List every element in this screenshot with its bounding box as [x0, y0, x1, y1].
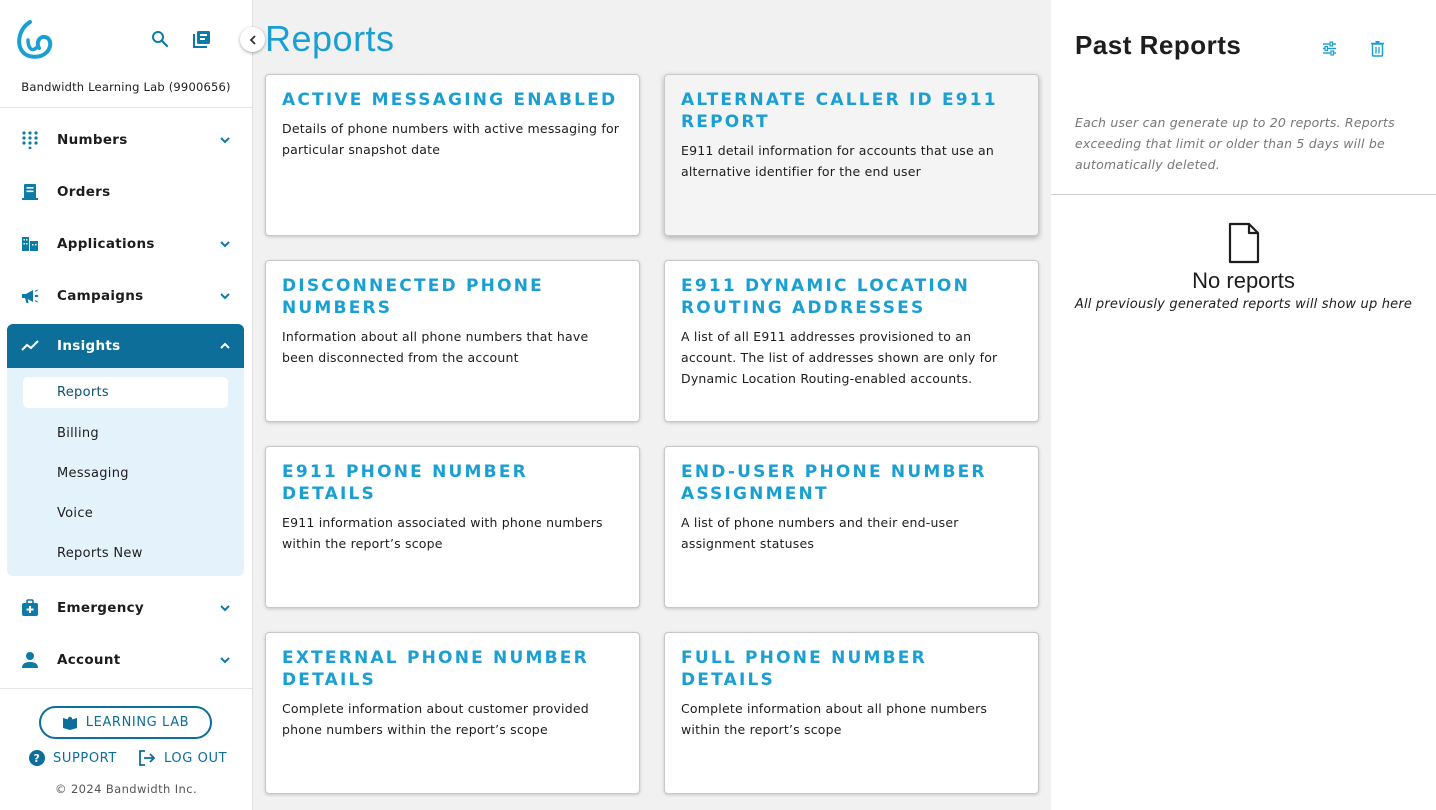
svg-text:?: ? — [33, 752, 41, 765]
applications-icon — [21, 235, 39, 253]
card-description: E911 detail information for accounts that use an alternative identifier for the end user — [681, 143, 995, 179]
card-title: FULL PHONE NUMBER DETAILS — [681, 648, 927, 690]
past-reports-title: Past Reports — [1075, 30, 1242, 60]
insights-subnav — [7, 368, 244, 576]
sidebar — [0, 0, 253, 810]
search-icon[interactable] — [150, 29, 170, 49]
card-title: ACTIVE MESSAGING ENABLED — [282, 90, 618, 110]
subnav-item-reports[interactable]: Reports — [23, 377, 228, 408]
nav-label: Orders — [57, 184, 111, 200]
support-label: SUPPORT — [53, 750, 117, 766]
logout-link[interactable] — [138, 750, 227, 766]
copyright: © 2024 Bandwidth Inc. — [54, 782, 197, 796]
report-card-e911-dlr-addresses[interactable] — [664, 260, 1039, 422]
card-description: A list of all E911 addresses provisioned to an account. The list of addresses shown are only for Dynamic Location Routing-enabled accounts. — [681, 329, 998, 386]
support-link[interactable] — [29, 750, 117, 766]
nav-item-orders[interactable] — [7, 170, 244, 214]
learning-lab-button[interactable] — [39, 706, 212, 739]
panel-divider — [1051, 194, 1436, 195]
page-title: Reports — [265, 18, 395, 59]
orders-icon — [21, 183, 39, 201]
nav-item-applications[interactable] — [7, 222, 244, 266]
nav-label: Applications — [57, 236, 155, 252]
medical-kit-icon — [21, 599, 39, 617]
learning-lab-label: LEARNING LAB — [85, 715, 190, 730]
subnav-item-reports-new[interactable]: Reports New — [57, 546, 143, 561]
chevron-down-icon — [218, 289, 232, 303]
account-name: Bandwidth Learning Lab (9900656) — [21, 80, 231, 94]
card-description: Complete information about all phone numbers within the report’s scope — [681, 701, 988, 737]
subnav-item-billing[interactable]: Billing — [57, 426, 99, 441]
nav-label: Numbers — [57, 132, 128, 148]
subnav-item-voice[interactable]: Voice — [57, 506, 94, 521]
trend-icon — [21, 337, 39, 355]
card-description: Complete information about customer provided phone numbers within the report’s scope — [282, 701, 589, 737]
sidebar-divider-bottom — [0, 688, 252, 689]
card-title: EXTERNAL PHONE NUMBER DETAILS — [282, 648, 589, 690]
nav-label: Insights — [57, 338, 121, 354]
chevron-down-icon — [218, 237, 232, 251]
empty-state-subtitle: All previously generated reports will show up here — [1074, 297, 1413, 312]
past-reports-panel — [1051, 0, 1436, 810]
nav-label: Campaigns — [57, 288, 144, 304]
nav-item-campaigns[interactable] — [7, 274, 244, 318]
empty-state-title: No reports — [1192, 268, 1295, 293]
library-icon[interactable] — [192, 29, 212, 49]
book-icon — [62, 716, 78, 730]
megaphone-icon — [21, 287, 39, 305]
nav-label: Emergency — [57, 600, 145, 616]
sidebar-divider-top — [0, 107, 252, 108]
report-card-full-number-details[interactable] — [664, 632, 1039, 794]
report-card-end-user-assignment[interactable] — [664, 446, 1039, 608]
bandwidth-logo[interactable] — [16, 18, 54, 62]
chevron-down-icon — [218, 653, 232, 667]
document-icon — [1227, 222, 1261, 264]
reports-limit-note: Each user can generate up to 20 reports. Reports exceeding that limit or older than 5 days will be automatically deleted. — [1075, 115, 1395, 172]
collapse-sidebar-button[interactable] — [240, 27, 265, 52]
nav-label: Account — [57, 652, 121, 668]
chevron-down-icon — [218, 601, 232, 615]
report-card-disconnected-numbers[interactable] — [265, 260, 640, 422]
logout-label: LOG OUT — [164, 750, 228, 766]
chevron-down-icon — [218, 133, 232, 147]
subnav-item-messaging[interactable]: Messaging — [57, 466, 129, 481]
person-icon — [21, 651, 39, 669]
chevron-up-icon — [218, 339, 232, 353]
nav-item-numbers[interactable] — [7, 118, 244, 162]
report-card-alternate-caller-id[interactable] — [664, 74, 1039, 236]
card-title: END-USER PHONE NUMBER ASSIGNMENT — [681, 462, 987, 504]
nav-item-account[interactable] — [7, 638, 244, 682]
nav-item-insights[interactable] — [7, 324, 244, 368]
card-title: E911 PHONE NUMBER DETAILS — [282, 462, 528, 504]
chevron-left-icon — [247, 34, 259, 46]
trash-icon[interactable] — [1369, 40, 1386, 57]
dialpad-icon — [21, 131, 39, 149]
report-card-external-number-details[interactable] — [265, 632, 640, 794]
card-title: E911 DYNAMIC LOCATION ROUTING ADDRESSES — [681, 276, 971, 318]
nav-item-emergency[interactable] — [7, 586, 244, 630]
filter-sliders-icon[interactable] — [1321, 40, 1338, 57]
report-card-e911-number-details[interactable] — [265, 446, 640, 608]
card-title: ALTERNATE CALLER ID E911 REPORT — [681, 90, 998, 132]
card-description: E911 information associated with phone numbers within the report’s scope — [282, 515, 603, 551]
help-icon — [29, 750, 45, 766]
card-description: A list of phone numbers and their end-user assignment statuses — [681, 515, 959, 551]
card-title: DISCONNECTED PHONE NUMBERS — [282, 276, 544, 318]
logout-icon — [138, 750, 156, 766]
report-card-active-messaging[interactable] — [265, 74, 640, 236]
card-description: Details of phone numbers with active messaging for particular snapshot date — [282, 121, 620, 157]
card-description: Information about all phone numbers that have been disconnected from the account — [282, 329, 589, 365]
